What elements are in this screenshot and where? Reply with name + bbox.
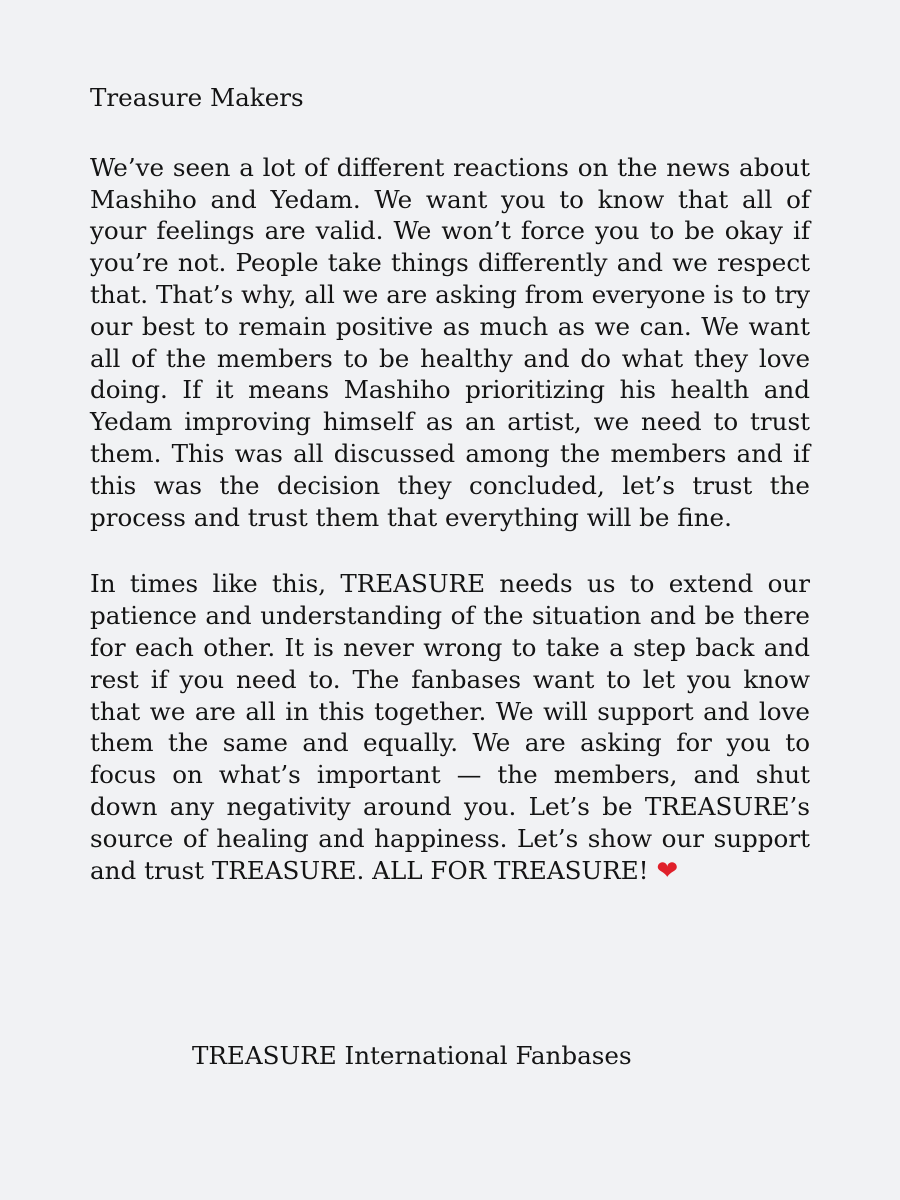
- letter-paragraph-2-text: In times like this, TREASURE needs us to extend our patience and understanding of the situation and be there for each other. It is never wrong to take a step back and rest if you need to. The fanbases want to let you know that we are all in this together. We will support and love them the same and equally. We are asking for you to focus on what’s important — the members, and shut down any negativity around you. Let’s be TREASURE’s source of healing and happiness. Let’s show our support and trust TREASURE. ALL FOR TREASURE!: [90, 569, 810, 885]
- letter-paragraph-1: We’ve seen a lot of different reactions on the news about Mashiho and Yedam. We want you to know that all of your feelings are valid. We won’t force you to be okay if you’re not. People take things differently and we respect that. That’s why, all we are asking from everyone is to try our best to remain positive as much as we can. We want all of the members to be healthy and do what they love doing. If it means Mashiho prioritizing his health and Yedam improving himself as an artist, we need to trust them. This was all discussed among the members and if this was the decision they concluded, let’s trust the process and trust them that everything will be fine.: [90, 152, 810, 532]
- letter-paragraph-2: [90, 568, 810, 887]
- heart-icon: ❤: [656, 855, 679, 886]
- letter-body: [90, 82, 810, 887]
- letter-greeting: Treasure Makers: [90, 83, 304, 112]
- letter-signature: TREASURE International Fanbases: [192, 1041, 632, 1070]
